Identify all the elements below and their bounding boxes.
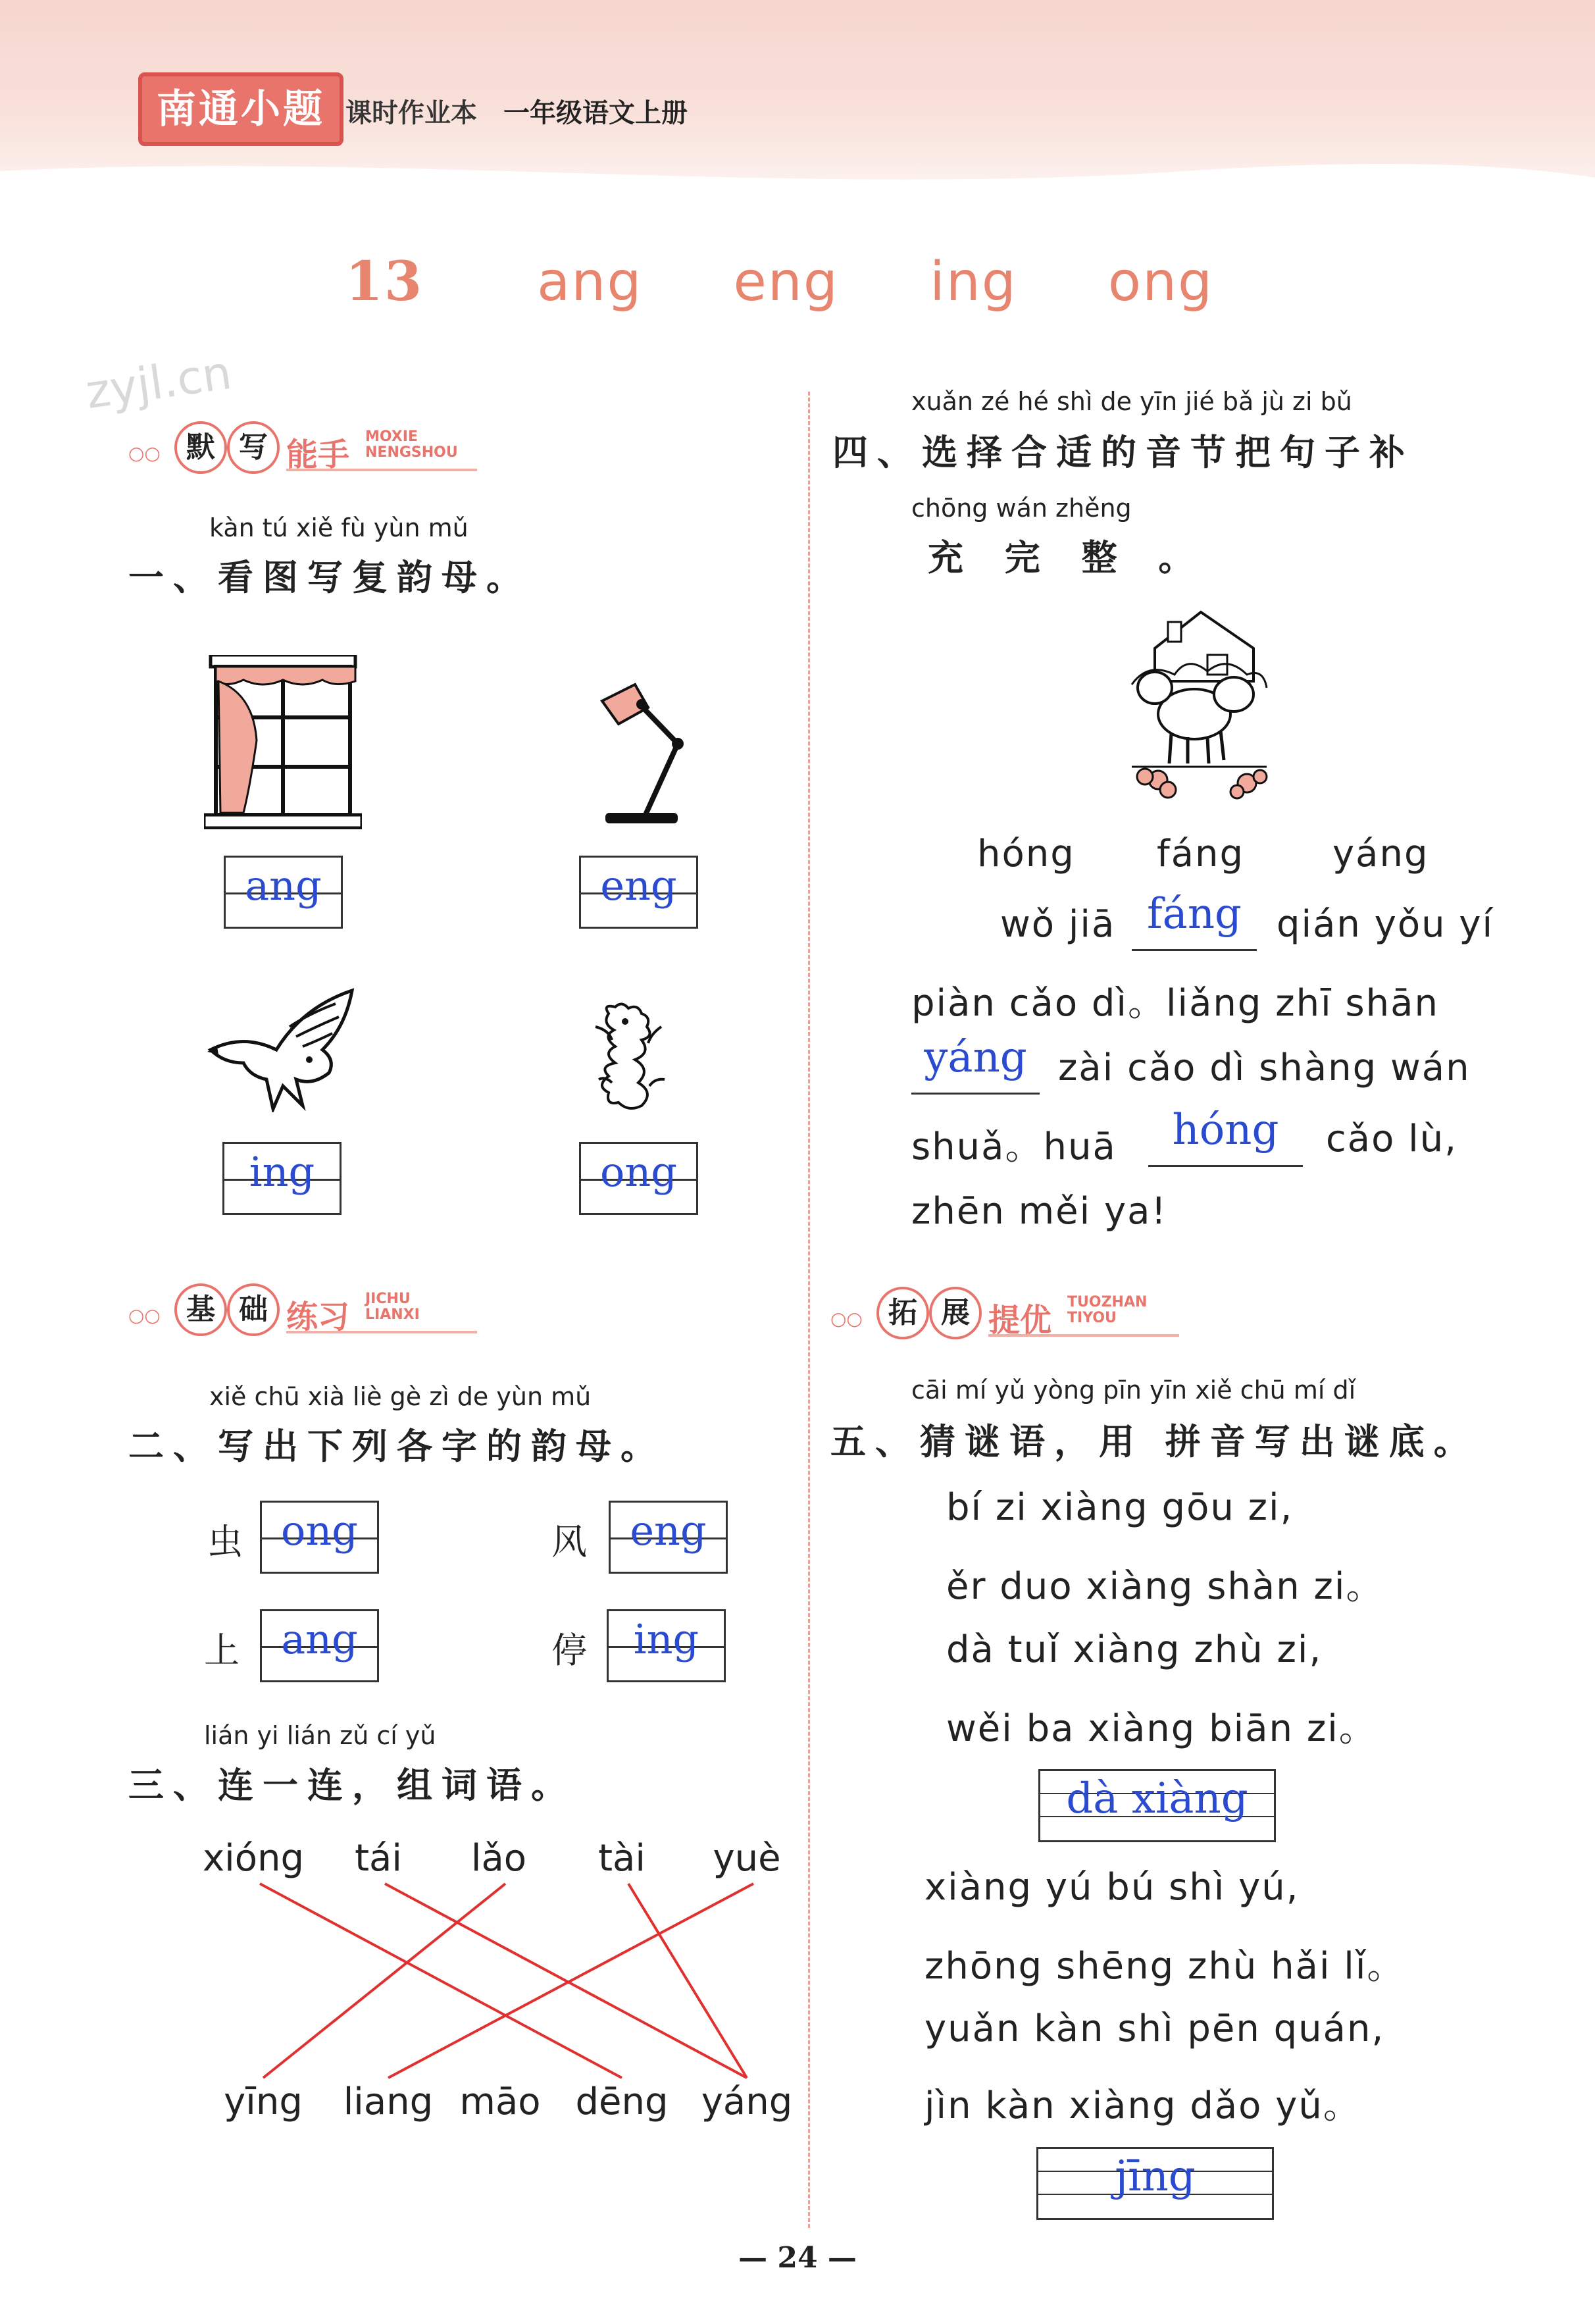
q2-answer: ang — [281, 1615, 358, 1663]
column-divider — [808, 392, 810, 2228]
lesson-final: eng — [733, 251, 839, 313]
q2-answer-box[interactable] — [260, 1501, 379, 1574]
q1-answer-box[interactable] — [224, 856, 343, 929]
lesson-final: ang — [537, 251, 643, 313]
q2-answer-box[interactable] — [609, 1501, 728, 1574]
q5-riddle-line: zhōng shēng zhù hǎi lǐ。 — [924, 1945, 1405, 1988]
badge-underline — [286, 1331, 477, 1333]
q1-answer-box[interactable] — [579, 1142, 698, 1215]
brand-subtitle: 课时作业本 — [345, 97, 477, 128]
q4-text: zài cǎo dì shàng wán — [1058, 1046, 1471, 1089]
section-badge-moxie — [128, 408, 484, 480]
q2-char: 停 — [551, 1630, 587, 1671]
q4-pinyin-line1: xuǎn zé hé shì de yīn jié bǎ jù zi bǔ — [911, 387, 1352, 416]
lesson-final: ong — [1107, 251, 1214, 313]
q5-answer: jīng — [1115, 2152, 1196, 2201]
q2-answer: ong — [281, 1507, 358, 1555]
q3-top-word[interactable]: xióng — [203, 1837, 304, 1880]
q3-pinyin: lián yi lián zǔ cí yǔ — [204, 1721, 436, 1750]
q2-char: 上 — [204, 1630, 240, 1671]
q5-riddle-line: yuǎn kàn shì pēn quán, — [924, 2007, 1385, 2050]
q4-text: zhēn měi ya! — [911, 1190, 1167, 1233]
q2-title: 二、写出下列各字的韵母。 — [128, 1426, 665, 1467]
q5-answer-box[interactable] — [1038, 1769, 1276, 1842]
badge-underline — [988, 1334, 1179, 1337]
section-badge-tuozhan — [830, 1274, 1186, 1346]
q4-option: hóng — [977, 833, 1075, 875]
page-number: — 24 — — [738, 2241, 857, 2275]
section-badge-jichu — [128, 1270, 484, 1343]
badge-char: 默 — [174, 421, 227, 474]
q4-blank[interactable]: fáng — [1132, 890, 1257, 951]
q3-bottom-word[interactable]: dēng — [575, 2080, 669, 2123]
q5-riddle-line: dà tuǐ xiàng zhù zi, — [946, 1628, 1323, 1671]
q5-riddle-line: bí zi xiàng gōu zi, — [946, 1486, 1294, 1529]
q1-title: 一、看图写复韵母。 — [128, 557, 531, 598]
q2-answer-box[interactable] — [607, 1609, 726, 1682]
sheep-house-icon — [1128, 609, 1270, 800]
badge-char: 展 — [929, 1287, 982, 1339]
lesson-title — [0, 250, 1595, 313]
q3-bottom-word[interactable]: māo — [459, 2080, 541, 2123]
q4-title-line1: 四、选择合适的音节把句子补 — [832, 432, 1414, 473]
q3-bottom-word[interactable]: yáng — [701, 2080, 793, 2123]
badge-dots: ○○ — [830, 1308, 863, 1330]
badge-pinyin: LIANXI — [365, 1306, 420, 1323]
badge-char: 础 — [227, 1283, 280, 1336]
q4-option: yáng — [1332, 833, 1429, 875]
q3-bottom-word[interactable]: yīng — [224, 2080, 303, 2123]
badge-caption: 能手 — [286, 436, 350, 473]
q5-answer-box[interactable] — [1036, 2147, 1274, 2220]
q2-answer-box[interactable] — [260, 1609, 379, 1682]
q4-text: piàn cǎo dì。liǎng zhī shān — [911, 982, 1439, 1025]
badge-char: 基 — [174, 1283, 227, 1336]
badge-pinyin: NENGSHOU — [365, 444, 458, 461]
q4-text: cǎo lù, — [1326, 1118, 1458, 1160]
lesson-final: ing — [930, 251, 1017, 313]
badge-char: 拓 — [876, 1287, 929, 1339]
desk-lamp-icon — [595, 681, 694, 829]
q3-title: 三、连一连，组词语。 — [128, 1765, 576, 1806]
q3-link-line — [263, 1884, 505, 2078]
q4-blank[interactable]: yáng — [911, 1033, 1040, 1095]
q5-riddle-line: jìn kàn xiàng dǎo yǔ。 — [924, 2084, 1361, 2127]
q1-answer: ing — [249, 1148, 315, 1196]
badge-caption: 练习 — [286, 1299, 350, 1335]
q5-pinyin: cāi mí yǔ yòng pīn yīn xiě chū mí dǐ — [911, 1376, 1356, 1405]
badge-char: 写 — [227, 421, 280, 474]
badge-pinyin: TUOZHAN — [1067, 1294, 1148, 1310]
q4-text: qián yǒu yí — [1277, 903, 1494, 946]
q1-answer: ang — [245, 862, 322, 910]
q5-riddle-line: ěr duo xiàng shàn zi。 — [946, 1565, 1384, 1608]
grade-label: 一年级语文上册 — [503, 98, 688, 128]
dragon-icon — [589, 1000, 674, 1112]
q5-title: 五、猜谜语，用 拼音写出谜底。 — [830, 1421, 1479, 1462]
badge-pinyin: MOXIE — [365, 428, 418, 445]
q3-top-word[interactable]: yuè — [713, 1837, 781, 1880]
q5-riddle-line: wěi ba xiàng biān zi。 — [946, 1707, 1377, 1750]
q1-answer-box[interactable] — [222, 1142, 342, 1215]
badge-dots: ○○ — [128, 442, 161, 464]
brand-logo: 南通小题 — [138, 72, 343, 146]
watermark: zyjl.cn — [82, 345, 235, 420]
q5-answer: dà xiàng — [1066, 1774, 1248, 1823]
q3-link-line — [628, 1884, 747, 2078]
q5-riddle-line: xiàng yú bú shì yú, — [924, 1866, 1300, 1909]
q4-text: wǒ jiā — [1000, 903, 1116, 946]
q4-text: shuǎ。huā — [911, 1125, 1117, 1168]
q3-matching-area[interactable] — [184, 1830, 803, 2132]
q2-pinyin: xiě chū xià liè gè zì de yùn mǔ — [209, 1382, 592, 1411]
q1-answer: eng — [600, 862, 677, 910]
badge-pinyin: JICHU — [365, 1291, 411, 1307]
badge-underline — [286, 469, 477, 471]
q1-answer-box[interactable] — [579, 856, 698, 929]
q4-blank[interactable]: hóng — [1148, 1106, 1303, 1167]
eagle-icon — [204, 987, 359, 1112]
lesson-number: 13 — [345, 250, 424, 313]
badge-pinyin: TIYOU — [1067, 1310, 1117, 1326]
q3-bottom-word[interactable]: liang — [343, 2080, 434, 2123]
q3-top-word[interactable]: tài — [598, 1837, 646, 1880]
q2-char: 风 — [551, 1521, 587, 1562]
q3-top-word[interactable]: lǎo — [470, 1837, 527, 1880]
window-curtain-icon — [204, 655, 362, 829]
q2-answer: eng — [630, 1507, 707, 1555]
q2-char: 虫 — [207, 1521, 243, 1562]
header-wave — [0, 151, 1595, 204]
badge-caption: 提优 — [988, 1302, 1052, 1339]
q1-pinyin: kàn tú xiě fù yùn mǔ — [209, 513, 468, 542]
q4-title-line2: 充 完 整 。 — [928, 537, 1209, 579]
q3-top-word[interactable]: tái — [355, 1837, 402, 1880]
badge-dots: ○○ — [128, 1304, 161, 1326]
q4-option: fáng — [1157, 833, 1245, 875]
q2-answer: ing — [633, 1615, 699, 1663]
q4-pinyin-line2: chōng wán zhěng — [911, 494, 1132, 523]
q1-answer: ong — [600, 1148, 677, 1196]
